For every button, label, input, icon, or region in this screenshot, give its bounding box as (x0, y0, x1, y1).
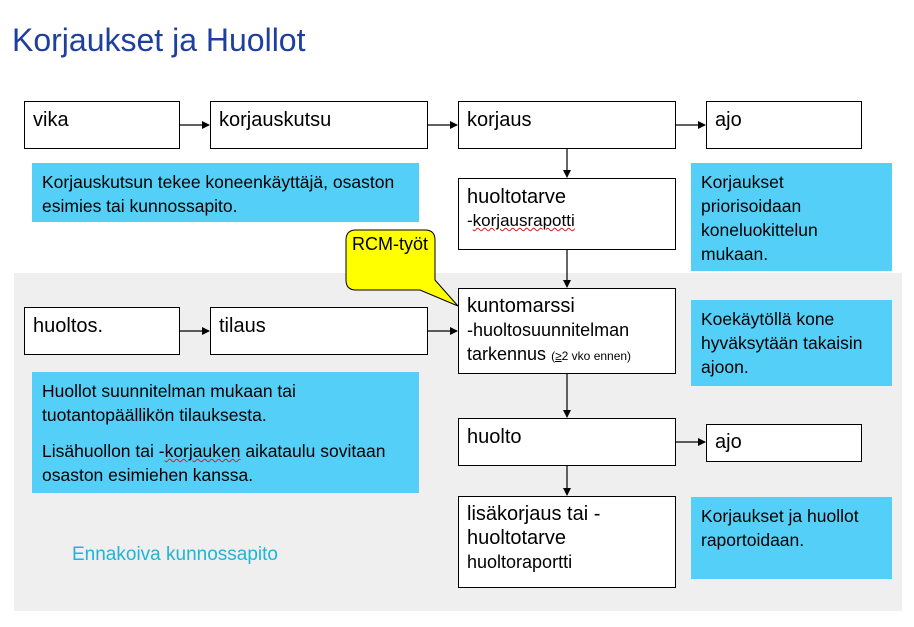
box-huoltos-label: huoltos. (33, 315, 104, 337)
box-huoltotarve-dash: - (467, 211, 473, 230)
box-kuntomarssi-note: (≥2 vko ennen) (551, 349, 632, 363)
page-title: Korjaukset ja Huollot (12, 22, 306, 58)
box-tilaus-label: tilaus (219, 315, 266, 337)
box-kuntomarssi-title: kuntomarssi (467, 295, 575, 317)
box-korjauskutsu-label: korjauskutsu (219, 109, 332, 131)
box-ajo-top-label: ajo (715, 109, 742, 131)
note-korjauskutsu-text: Korjauskutsun tekee koneenkäyttäjä, osaston esimies tai kunnossapito. (42, 172, 395, 216)
rcm-callout: RCM-työt (352, 234, 428, 254)
box-lisakorjaus-line2: huoltotarve (467, 527, 566, 549)
box-ajo-bottom-label: ajo (715, 431, 742, 453)
note-priorisointi-text: Korjaukset priorisoidaan koneluokittelun mukaan. (701, 172, 818, 264)
box-kuntomarssi-line2: -huoltosuunnitelman (467, 320, 630, 340)
box-kuntomarssi-line3: tarkennus (467, 344, 547, 364)
box-huolto-label: huolto (467, 426, 522, 448)
box-korjaus-label: korjaus (467, 109, 532, 131)
note-huollot-p2: Lisähuollon tai -korjauken aikataulu sovitaan osaston esimiehen kanssa. (42, 441, 386, 485)
note-koekaytto-text: Koekäytöllä kone hyväksytään takaisin ajoon. (701, 309, 863, 377)
region-label: Ennakoiva kunnossapito (72, 544, 278, 565)
box-huoltotarve-title: huoltotarve (467, 186, 566, 208)
box-huoltotarve-sub: korjausrapotti (472, 211, 575, 230)
note-raportointi-text: Korjaukset ja huollot raportoidaan. (701, 506, 859, 550)
box-lisakorjaus-line3: huoltoraportti (467, 552, 573, 572)
box-vika-label: vika (33, 109, 69, 131)
box-lisakorjaus-line1: lisäkorjaus tai - (467, 503, 601, 525)
note-huollot-p1: Huollot suunnitelman mukaan tai tuotantopäällikön tilauksesta. (42, 381, 296, 425)
